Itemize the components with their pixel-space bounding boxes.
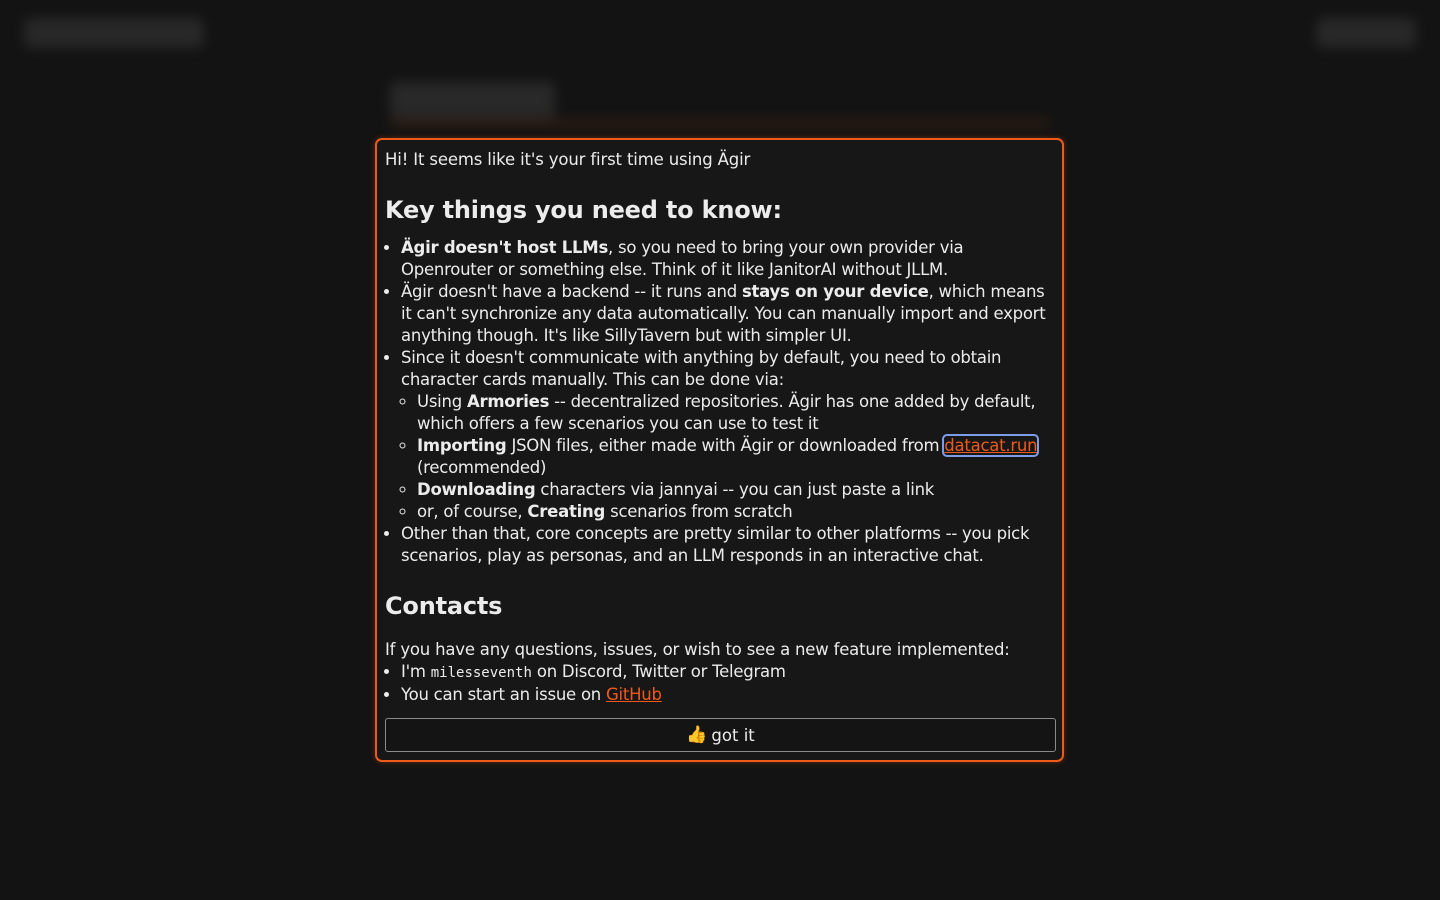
list-item [401,281,1054,347]
sub-item-text: -- decentralized repositories. Ägir has one added by default, which offers a few scenarios you can use to test it [417,392,1036,433]
got-it-label: got it [711,725,755,745]
list-item-text: Ägir doesn't have a backend -- it runs and [401,282,742,301]
background-header-button [1316,18,1416,48]
contact-username: milesseventh [430,665,532,681]
list-item-text: Other than that, core concepts are pretty similar to other platforms -- you pick scenarios, play as personas, and an LLM responds in an interactive chat. [401,524,1030,565]
list-item-bold: stays on your device [741,282,929,301]
list-item [401,347,1054,523]
sub-item-bold: Armories [466,392,550,411]
github-link[interactable]: GitHub [606,685,662,704]
sub-list-item [417,391,1054,435]
contacts-intro: If you have any questions, issues, or wish to see a new feature implemented: [385,640,1010,659]
sub-list-item [417,435,1054,479]
sub-item-text: JSON files, either made with Ägir or downloaded from [506,436,945,455]
sub-item-bold: Importing [417,436,507,455]
sub-item-text: Using [417,392,467,411]
list-item-text: Since it doesn't communicate with anything by default, you need to obtain character cards manually. This can be done via: [401,348,1002,389]
sub-list-item [417,479,1054,501]
sub-item-text: (recommended) [417,458,547,477]
contact-item [401,684,1054,706]
contact-text: You can start an issue on [401,685,606,704]
list-item-text: , so you need to bring your own provider via Openrouter or something else. Think of it like JanitorAI without JLLM. [401,238,964,279]
sub-list-item [417,501,1054,523]
sub-item-bold: Downloading [417,480,536,499]
contacts-heading: Contacts [385,592,503,620]
contact-text: I'm [401,662,431,681]
background-title-underline [390,120,1050,126]
contact-item [401,661,1054,684]
background-brand [24,18,204,48]
list-item-bold: Ägir doesn't host LLMs [401,238,609,257]
welcome-modal [375,138,1064,762]
sub-list [401,391,1054,523]
list-item [401,237,1054,281]
contacts-list [385,661,1054,706]
welcome-intro: Hi! It seems like it's your first time using Ägir [385,150,751,169]
sub-item-text: scenarios from scratch [605,502,793,521]
got-it-button[interactable] [385,718,1056,752]
contact-text: on Discord, Twitter or Telegram [531,662,786,681]
key-things-heading: Key things you need to know: [385,196,782,224]
list-item [401,523,1054,567]
sub-item-text: or, of course, [417,502,528,521]
datacat-link[interactable]: datacat.run [944,436,1038,455]
sub-item-bold: Creating [527,502,606,521]
thumbs-up-icon: 👍 [686,725,708,745]
key-things-list [385,237,1054,567]
sub-item-text: characters via jannyai -- you can just paste a link [535,480,935,499]
list-item-text: , which means it can't synchronize any data automatically. You can manually import and export anything though. It's like SillyTavern but with simpler UI. [401,282,1046,345]
background-page-title [390,82,555,118]
